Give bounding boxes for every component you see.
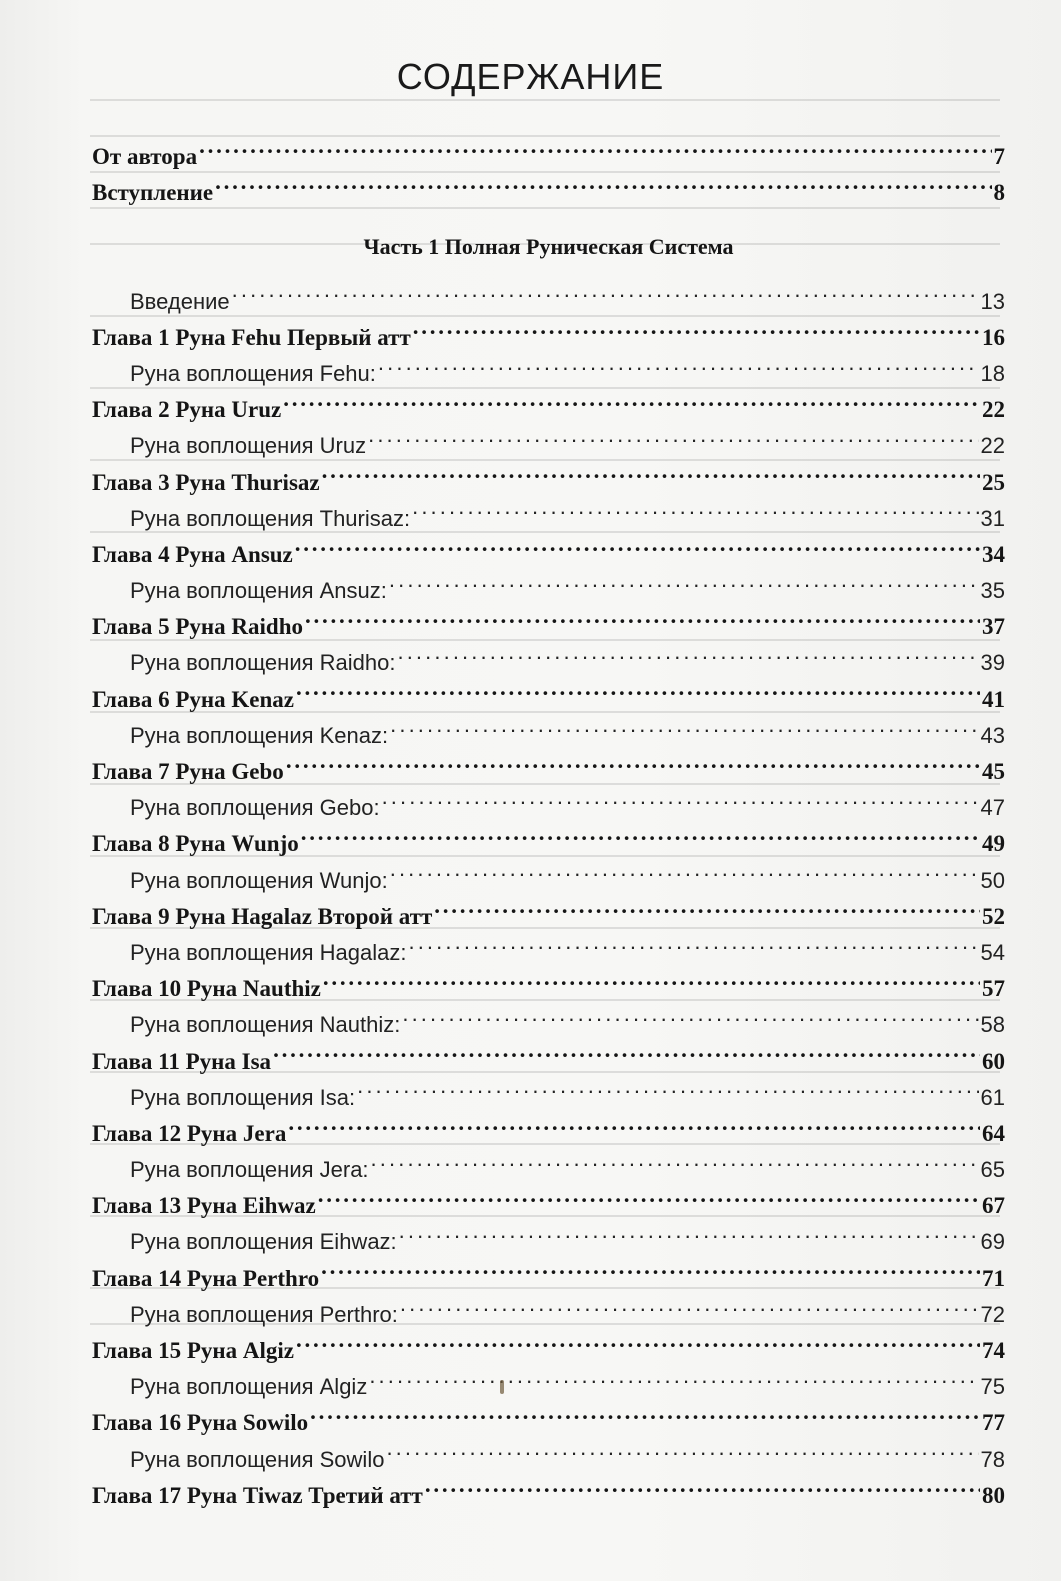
toc-entry-label: Глава 17 Руна Tiwaz Третий атт — [92, 1482, 423, 1508]
toc-entry-label: Руна воплощения Thurisaz: — [130, 505, 411, 531]
toc-entry-front[interactable] — [92, 128, 1005, 170]
dot-leader — [283, 381, 980, 417]
toc-entry-label: Глава 14 Руна Perthro — [92, 1265, 320, 1291]
dot-leader — [402, 996, 978, 1032]
toc-entry-page: 35 — [980, 578, 1005, 604]
toc-entry-page: 45 — [982, 759, 1005, 784]
toc-entry-label: Глава 9 Руна Hagalaz Второй атт — [92, 903, 433, 929]
toc-entry-front[interactable] — [92, 164, 1005, 206]
dot-leader — [434, 888, 980, 924]
dot-leader — [199, 128, 991, 164]
toc-entry-page: 67 — [982, 1193, 1005, 1219]
toc-entry-label: Глава 8 Руна Wunjo — [92, 831, 299, 857]
part-heading: Часть 1 Полная Руническая Система — [363, 234, 734, 260]
dot-leader — [382, 779, 979, 815]
toc-entry-label: Руна воплощения Sowilo — [130, 1446, 385, 1472]
toc-entry-page: 57 — [982, 976, 1005, 1002]
dot-leader — [301, 815, 980, 851]
toc-entry-label: Руна воплощения Wunjo: — [130, 867, 388, 893]
toc-entry-page: 37 — [982, 614, 1005, 640]
dot-leader — [390, 707, 978, 743]
dot-leader — [318, 1177, 980, 1213]
toc-entry-page: 25 — [982, 469, 1005, 495]
toc-entry-label: Глава 10 Руна Nauthiz — [92, 976, 321, 1002]
toc-entry-page: 22 — [980, 433, 1005, 459]
toc-entry-page: 8 — [993, 180, 1005, 206]
toc-entry-label: Глава 2 Руна Uruz — [92, 397, 282, 423]
toc-entry-page: 74 — [982, 1338, 1005, 1363]
toc-entry-label: Руна воплощения Nauthiz: — [130, 1012, 401, 1038]
toc-entry-label: Руна воплощения Jera: — [130, 1157, 369, 1183]
toc-entry-page: 39 — [980, 650, 1005, 676]
toc-entry-label: Глава 6 Руна Kenaz — [92, 686, 295, 712]
dot-leader — [371, 1141, 979, 1177]
dot-leader — [397, 634, 978, 670]
toc-entry-label: Глава 4 Руна Ansuz — [92, 541, 293, 567]
toc-entry-label: Глава 15 Руна Algiz — [92, 1338, 295, 1363]
dot-leader — [408, 924, 978, 960]
page-title: СОДЕРЖАНИЕ — [396, 56, 665, 97]
toc-entry-label: Руна воплощения Raidho: — [130, 650, 396, 676]
toc-entry-label: Руна воплощения Gebo: — [130, 795, 380, 821]
toc-entry-page: 41 — [982, 686, 1005, 712]
dot-leader — [286, 743, 980, 779]
toc-entry-label: Руна воплощения Isa: — [130, 1084, 356, 1110]
toc-entry-label: Руна воплощения Uruz — [130, 433, 367, 459]
dot-leader — [357, 1069, 978, 1105]
toc-entry-label: Глава 1 Руна Fehu Первый атт — [92, 324, 411, 350]
toc-entry-page: 18 — [980, 360, 1005, 386]
toc-entry-page: 71 — [982, 1265, 1005, 1291]
toc-entry-subsection[interactable] — [92, 272, 1005, 314]
dot-leader — [412, 490, 978, 526]
toc-entry-label: Глава 16 Руна Sowilo — [92, 1410, 309, 1436]
dot-leader — [425, 1467, 980, 1503]
toc-entry-page: 65 — [980, 1157, 1005, 1183]
toc-entry-page: 13 — [980, 288, 1005, 314]
toc-entry-label: Руна воплощения Algiz — [130, 1374, 368, 1400]
table-of-contents — [92, 128, 1005, 1508]
toc-entry-page: 80 — [982, 1482, 1005, 1508]
dot-leader — [322, 453, 980, 489]
toc-entry-page: 22 — [982, 397, 1005, 423]
dot-leader — [273, 1032, 980, 1068]
toc-entry-page: 60 — [982, 1048, 1005, 1074]
toc-entry-page: 72 — [980, 1301, 1005, 1327]
toc-entry-label: Глава 3 Руна Thurisaz — [92, 469, 320, 495]
toc-entry-label: Руна воплощения Eihwaz: — [130, 1229, 397, 1255]
toc-entry-label: Глава 5 Руна Raidho — [92, 614, 303, 640]
paper-speck — [500, 1380, 504, 1394]
toc-entry-page: 31 — [980, 505, 1005, 531]
dot-leader — [378, 345, 979, 381]
dot-leader — [400, 1286, 979, 1322]
dot-leader — [386, 1430, 978, 1466]
dot-leader — [288, 1105, 980, 1141]
dot-leader — [215, 164, 991, 200]
toc-entry-page: 75 — [980, 1374, 1005, 1400]
toc-entry-page: 58 — [980, 1012, 1005, 1038]
dot-leader — [310, 1394, 980, 1430]
toc-entry-page: 52 — [982, 903, 1005, 929]
toc-entry-page: 47 — [980, 795, 1005, 821]
toc-entry-label: Вступление — [92, 180, 214, 206]
toc-entry-page: 61 — [980, 1084, 1005, 1110]
dot-leader — [369, 1358, 978, 1394]
dot-leader — [295, 526, 980, 562]
toc-entry-page: 16 — [982, 324, 1005, 350]
toc-entry-label: Руна воплощения Perthro: — [130, 1301, 398, 1327]
toc-entry-label: Глава 11 Руна Isa — [92, 1048, 272, 1074]
dot-leader — [232, 272, 979, 308]
dot-leader — [390, 851, 979, 887]
dot-leader — [368, 417, 978, 453]
toc-entry-label: От автора — [92, 144, 198, 170]
toc-entry-label: Введение — [130, 288, 230, 314]
toc-entry-label: Глава 13 Руна Eihwaz — [92, 1193, 316, 1219]
toc-entry-label: Руна воплощения Fehu: — [130, 360, 376, 386]
toc-entry-label: Руна воплощения Ansuz: — [130, 578, 387, 604]
dot-leader — [296, 670, 980, 706]
toc-entry-page: 43 — [980, 722, 1005, 748]
dot-leader — [323, 960, 980, 996]
dot-leader — [296, 1322, 980, 1358]
toc-entry-page: 69 — [980, 1229, 1005, 1255]
toc-entry-page: 77 — [982, 1410, 1005, 1436]
toc-entry-page: 78 — [980, 1446, 1005, 1472]
toc-entry-label: Глава 12 Руна Jera — [92, 1120, 287, 1146]
toc-entries-list — [92, 272, 1005, 1508]
dot-leader — [305, 598, 980, 634]
toc-entry-page: 7 — [993, 144, 1005, 170]
toc-entry-page: 49 — [982, 831, 1005, 857]
toc-entry-label: Глава 7 Руна Gebo — [92, 759, 284, 784]
dot-leader — [321, 1249, 980, 1285]
toc-entry-label: Руна воплощения Kenaz: — [130, 722, 389, 748]
toc-entry-page: 64 — [982, 1120, 1005, 1146]
toc-entry-page: 50 — [980, 867, 1005, 893]
dot-leader — [389, 562, 979, 598]
toc-entry-page: 34 — [982, 541, 1005, 567]
toc-entry-page: 54 — [980, 939, 1005, 965]
dot-leader — [399, 1213, 979, 1249]
dot-leader — [413, 309, 980, 345]
toc-entry-label: Руна воплощения Hagalaz: — [130, 939, 407, 965]
